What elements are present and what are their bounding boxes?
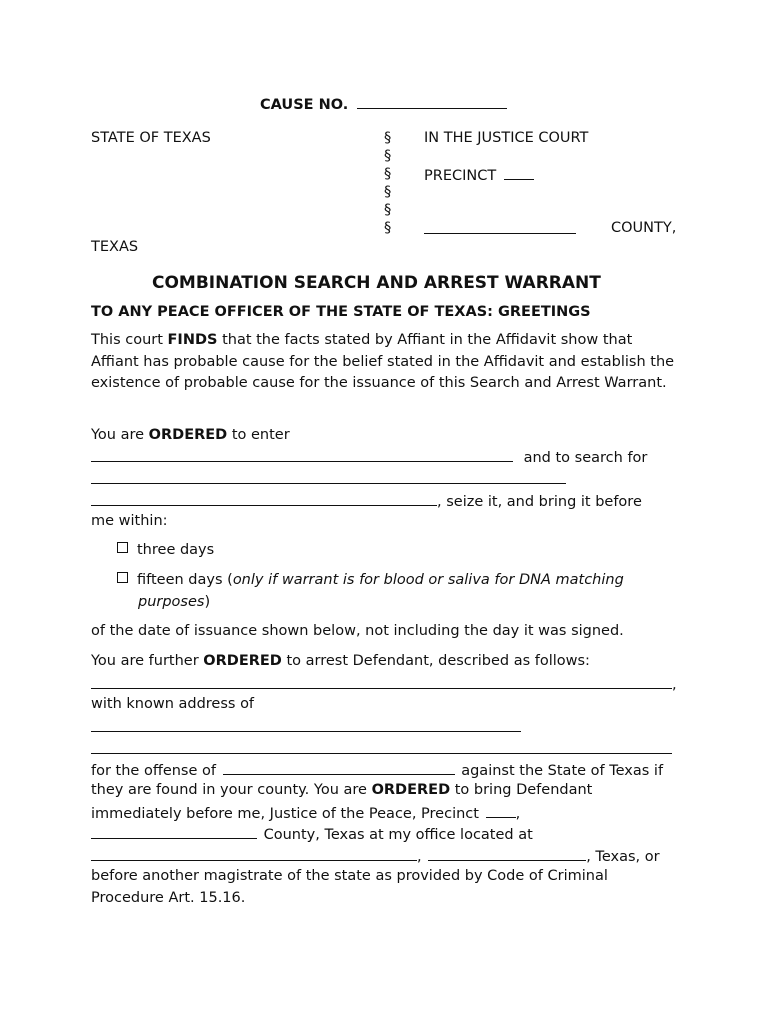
section-symbol: §: [384, 166, 392, 182]
search-for-text: and to search for: [523, 450, 648, 466]
seize-text: , seize it, and bring it before: [437, 494, 642, 510]
option-three-days[interactable]: [117, 541, 214, 559]
offense-line-5: [91, 846, 660, 866]
section-symbol: §: [384, 202, 392, 218]
search-item-line-2: [91, 491, 642, 511]
defendant-description-line: [91, 674, 677, 694]
section-symbol: §: [384, 148, 392, 164]
court-label: IN THE JUSTICE COURT: [424, 130, 589, 146]
offense-line3-end: ,: [515, 806, 521, 822]
offense-pre: for the offense of: [91, 763, 216, 779]
precinct-line: [424, 165, 534, 185]
search-order-post: to enter: [231, 427, 290, 443]
option-fifteen-days[interactable]: [117, 571, 624, 589]
greeting-heading: TO ANY PEACE OFFICER OF THE STATE OF TEXAS: GREETINGS: [91, 304, 591, 320]
offense-line-6: before another magistrate of the state as provided by Code of Criminal: [91, 868, 608, 884]
offense-line-2: [91, 781, 592, 799]
option-fifteen-days-close: ): [204, 594, 211, 610]
address-line-1: [91, 717, 521, 737]
search-item-blank-2[interactable]: [91, 491, 437, 506]
search-order-line: [91, 426, 290, 444]
description-comma: ,: [672, 677, 677, 693]
checkbox-fifteen-days[interactable]: [117, 572, 128, 583]
enter-location-line: [91, 447, 647, 467]
cause-no-label: CAUSE NO.: [260, 97, 349, 113]
offense-line4: County, Texas at my office located at: [263, 827, 533, 843]
option-fifteen-days-note2: purposes: [138, 594, 205, 610]
findings-paragraph: [91, 330, 676, 395]
section-symbol: §: [384, 184, 392, 200]
search-item-blank-1[interactable]: [91, 469, 566, 484]
enter-location-blank[interactable]: [91, 447, 513, 462]
defendant-description-blank[interactable]: [91, 674, 672, 689]
precinct-blank[interactable]: [504, 165, 534, 180]
findings-pre: This court: [91, 332, 163, 348]
option-fifteen-days-label: fifteen days (: [137, 572, 233, 588]
document-title: COMBINATION SEARCH AND ARREST WARRANT: [152, 273, 601, 293]
cause-no-blank[interactable]: [357, 94, 507, 109]
findings-bold: FINDS: [167, 332, 218, 348]
address-blank-1[interactable]: [91, 717, 521, 732]
cause-number: [260, 94, 507, 114]
address-line-2: [91, 739, 672, 759]
state-label: STATE OF TEXAS: [91, 130, 211, 146]
address-text: with known address of: [91, 696, 255, 712]
address-blank-2[interactable]: [91, 739, 672, 754]
offense-line: [91, 760, 663, 780]
search-order-bold: ORDERED: [148, 427, 228, 443]
offense-line2-post: to bring Defendant: [454, 782, 593, 798]
texas-label: TEXAS: [91, 239, 139, 255]
county-blank-line: [424, 219, 576, 239]
office-address-blank[interactable]: [91, 846, 417, 861]
office-city-blank[interactable]: [428, 846, 586, 861]
offense-line-4: [91, 824, 533, 844]
section-symbol: §: [384, 220, 392, 236]
precinct-label: PRECINCT: [424, 168, 497, 184]
offense-blank[interactable]: [223, 760, 455, 775]
search-item-line-1: [91, 469, 566, 489]
offense-line5-end: , Texas, or: [586, 849, 660, 865]
offense-line5-comma: ,: [417, 849, 422, 865]
offense-post: against the State of Texas if: [461, 763, 664, 779]
within-text: me within:: [91, 513, 168, 529]
arrest-order-bold: ORDERED: [203, 653, 282, 669]
issuance-text: of the date of issuance shown below, not including the day it was signed.: [91, 623, 624, 639]
checkbox-three-days[interactable]: [117, 542, 128, 553]
findings-post: that the facts stated by Affiant in the Affidavit show that Affiant has probable cause for the belief stated in the Affidavit and establish the existence of probable cause for the issuance of this Search and Arrest Warrant.: [91, 332, 675, 391]
option-fifteen-days-line2: [138, 593, 210, 611]
precinct-number-blank[interactable]: [486, 803, 516, 818]
offense-line2-pre: they are found in your county. You are: [91, 782, 367, 798]
office-county-blank[interactable]: [91, 824, 257, 839]
county-blank[interactable]: [424, 219, 576, 234]
arrest-order-line: [91, 652, 590, 670]
offense-bold: ORDERED: [371, 782, 451, 798]
arrest-order-pre: You are further: [91, 653, 199, 669]
search-order-pre: You are: [91, 427, 145, 443]
county-label: COUNTY,: [611, 220, 677, 236]
offense-line-7: Procedure Art. 15.16.: [91, 890, 246, 906]
option-three-days-label: three days: [137, 542, 215, 558]
option-fifteen-days-note: only if warrant is for blood or saliva for DNA matching: [232, 572, 624, 588]
section-symbol: §: [384, 130, 392, 146]
offense-line-3: [91, 803, 520, 823]
arrest-order-post: to arrest Defendant, described as follows:: [286, 653, 590, 669]
offense-line3: immediately before me, Justice of the Peace, Precinct: [91, 806, 479, 822]
